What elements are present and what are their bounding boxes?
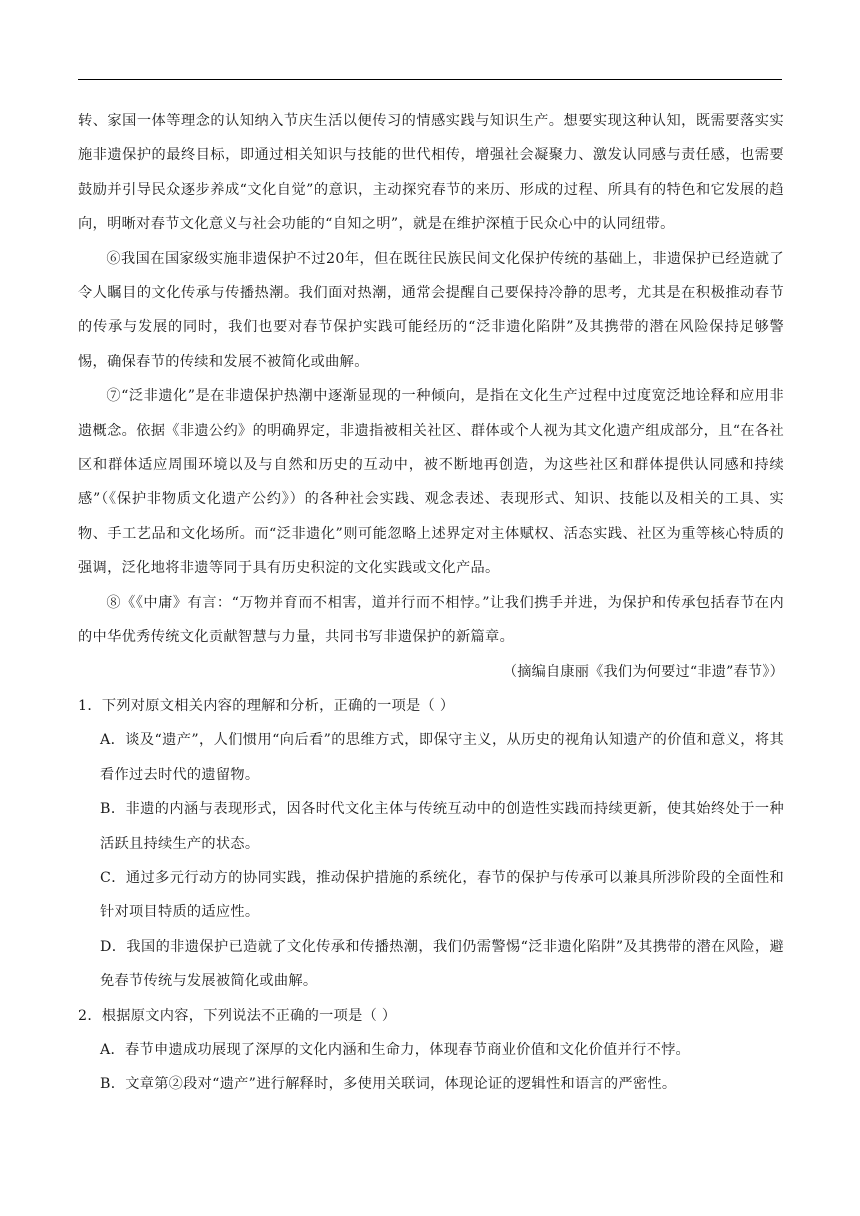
question-option: C．通过多元行动方的协同实践，推动保护措施的系统化，春节的保护与传承可以兼具所涉阶段的全面性和针对项目特质的适应性。 xyxy=(100,869,784,921)
paragraph-continuation: 转、家国一体等理念的认知纳入节庆生活以便传习的情感实践与知识生产。想要实现这种认知，既需要落实实施非遗保护的最终目标，即通过相关知识与技能的世代相传，增强社会凝聚力、激发认同感与责任感，也需要鼓励并引导民众逐步养成“文化自觉”的意识，主动探究春节的来历、形成的过程、所具有的特色和它发展的趋向，明晰对春节文化意义与社会功能的“自知之明”，就是在维护深植于民众心中的认同纽带。 xyxy=(78,113,784,233)
question-option: A．春节申遗成功展现了深厚的文化内涵和生命力，体现春节商业价值和文化价值并行不悖。 xyxy=(100,1041,691,1058)
question-option: B．文章第②段对“遗产”进行解释时，多使用关联词，体现论证的逻辑性和语言的严密性。 xyxy=(100,1076,677,1093)
paragraph-7: ⑦“泛非遗化”是在非遗保护热潮中逐渐显现的一种倾向，是指在文化生产过程中过度宽泛地诠释和应用非遗概念。依据《非遗公约》的明确界定，非遗指被相关社区、群体或个人视为其文化遗产组成部分，且“在各社区和群体适应周围环境以及与自然和历史的互动中，被不断地再创造，为这些社区和群体提供认同感和持续感”（《保护非物质文化遗产公约》）的各种社会实践、观念表述、表现形式、知识、技能以及相关的工具、实物、手工艺品和文化场所。而“泛非遗化”则可能忽略上述界定对主体赋权、活态实践、社区为重等核心特质的强调，泛化地将非遗等同于具有历史积淀的文化实践或文化产品。 xyxy=(78,388,784,577)
paragraph-6: ⑥我国在国家级实施非遗保护不过20年，但在既往民族民间文化保护传统的基础上，非遗保护已经造就了令人瞩目的文化传承与传播热潮。我们面对热潮，通常会提醒自己要保持冷静的思考，尤其是在积极推动春节的传承与发展的同时，我们也要对春节保护实践可能经历的“泛非遗化陷阱”及其携带的潜在风险保持足够警惕，确保春节的传续和发展不被简化或曲解。 xyxy=(78,250,784,370)
question-stem: 1．下列对原文相关内容的理解和分析，正确的一项是（ ） xyxy=(78,697,455,714)
question-option: D．我国的非遗保护已造就了文化传承和传播热潮，我们仍需警惕“泛非遗化陷阱”及其携带的潜在风险，避免春节传统与发展被简化或曲解。 xyxy=(100,938,784,990)
header-rule xyxy=(78,79,782,80)
question-option: B．非遗的内涵与表现形式，因各时代文化主体与传统互动中的创造性实践而持续更新，使其始终处于一种活跃且持续生产的状态。 xyxy=(100,801,784,852)
question-stem: 2．根据原文内容，下列说法不正确的一项是（ ） xyxy=(78,1007,397,1024)
question-1 xyxy=(78,689,784,999)
paragraph-8: ⑧《《中庸》有言：“万物并育而不相害，道并行而不相悖。”让我们携手并进，为保护和传承包括春节在内的中华优秀传统文化贡献智慧与力量，共同书写非遗保护的新篇章。 xyxy=(78,594,784,646)
page-content xyxy=(78,104,784,1102)
question-2 xyxy=(78,999,784,1102)
article-source: （摘编自康丽《我们为何要过“非遗”春节》） xyxy=(502,663,784,680)
question-option: A．谈及“遗产”，人们惯用“向后看”的思维方式，即保守主义，从历史的视角认知遗产的价值和意义，将其看作过去时代的遗留物。 xyxy=(100,732,784,783)
